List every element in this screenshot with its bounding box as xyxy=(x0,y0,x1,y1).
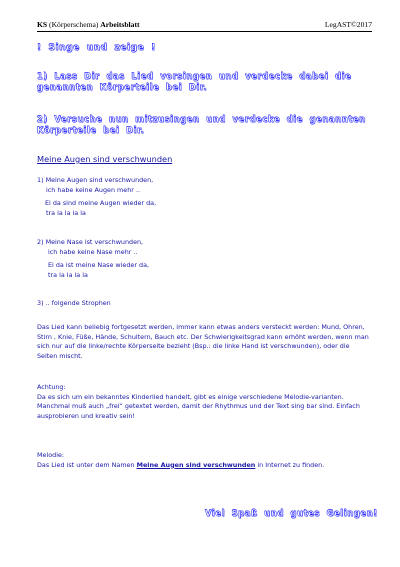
verse-2-line-4: tra la la la la xyxy=(48,270,88,279)
header-doc-type: Arbeitsblatt xyxy=(100,20,140,29)
verse-2-line-2: ich habe keine Nase mehr .. xyxy=(48,247,138,256)
verse-2-line-1: 2) Meine Nase ist verschwunden, xyxy=(37,238,144,246)
page-header xyxy=(37,20,372,32)
attention-text-1: Da es sich um ein bekanntes Kinderlied handelt, gibt es einige verschiedene Melodie-varianten. xyxy=(37,392,344,401)
verse-1-line-3: Ei da sind meine Augen wieder da, xyxy=(45,199,157,208)
verse-1 xyxy=(37,176,369,218)
farewell-message: Viel Spaß und gutes Gelingen! xyxy=(205,508,378,518)
header-topic: (Körperschema) xyxy=(47,20,101,29)
paragraph-variations: Das Lied kann beliebig fortgesetzt werden, immer kann etwas anders versteckt werden: Mund, Ohren, Stirn , Knie, Füße, Hände, Schultern, Bauch etc. Der Schwierigkeitsgrad kann erhöht werden, wenn man sich nur auf die linke/rechte Körperseite bezieht (Bsp.: die linke Hand ist verschwunden), oder die Seiten mischt. xyxy=(37,323,369,360)
verse-2 xyxy=(37,238,369,280)
melody-prefix: Das Lied ist unter dem Namen xyxy=(37,460,137,469)
task-2: 2) Versuche nun mitzusingen und verdecke die genannten Körperteile bei Dir. xyxy=(37,114,366,135)
task-1: 1) Lass Dir das Lied vorsingen und verdecke dabei die genannten Körperteile bei Dir. xyxy=(37,71,352,92)
verse-1-line-1: 1) Meine Augen sind verschwunden, xyxy=(37,176,154,184)
header-left xyxy=(37,20,140,29)
verse-1-line-4: tra la la la la xyxy=(46,208,86,217)
worksheet-title: ! Singe und zeige ! xyxy=(37,43,156,53)
attention-heading: Achtung: xyxy=(37,383,66,391)
melody-section xyxy=(37,451,369,470)
attention-text-2: Manchmal muß auch „frei“ getextet werden, damit der Rhythmus und der Text sing bar sind. Einfach ausprobieren und kreativ sein! xyxy=(37,402,360,420)
attention-section xyxy=(37,383,369,421)
verse-3: 3) .. folgende Strophen xyxy=(37,299,111,307)
melody-text xyxy=(37,461,369,471)
header-copyright: LegAST©2017 xyxy=(324,20,372,29)
melody-link[interactable]: Meine Augen sind verschwunden xyxy=(136,460,256,469)
song-title: Meine Augen sind verschwunden xyxy=(37,154,173,164)
verse-2-line-3: Ei da ist meine Nase wieder da, xyxy=(48,261,150,270)
verse-1-line-2: ich habe keine Augen mehr .. xyxy=(46,185,140,194)
header-subject: KS xyxy=(37,20,48,29)
melody-heading: Melodie: xyxy=(37,451,65,459)
melody-suffix: in Internet zu finden. xyxy=(255,460,325,469)
